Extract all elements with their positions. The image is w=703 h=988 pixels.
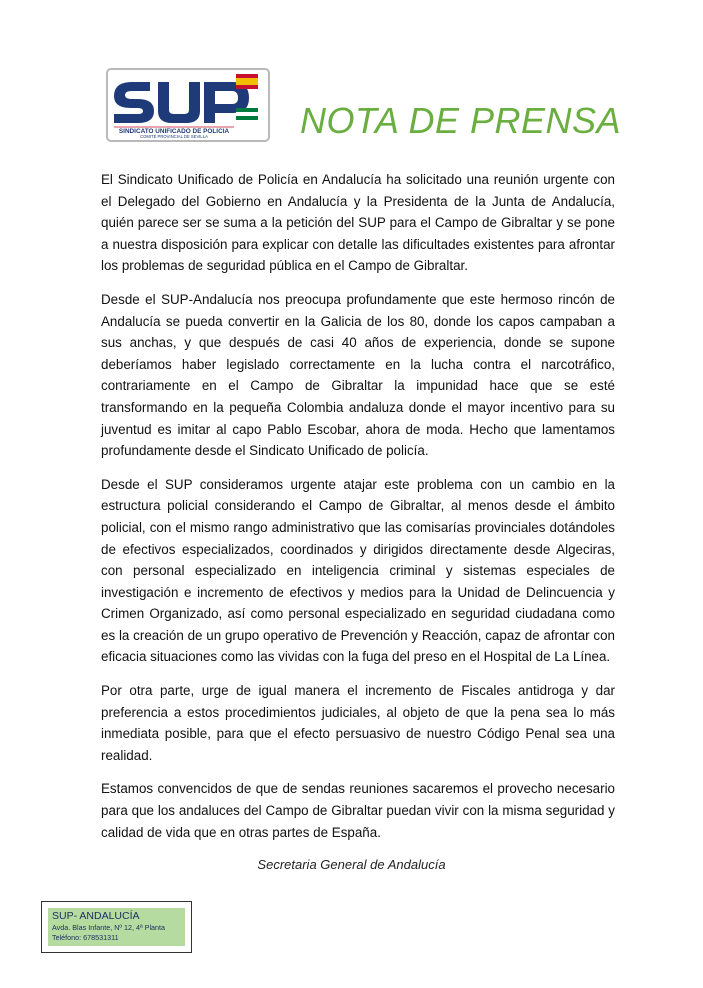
sup-logo [106, 68, 270, 142]
sup-logo-graphic [108, 70, 268, 140]
contact-box-inner [48, 908, 185, 946]
contact-org: SUP- ANDALUCÍA [52, 910, 140, 922]
press-release-body [101, 169, 615, 855]
page-title: NOTA DE PRENSA [300, 100, 622, 141]
paragraph: Desde el SUP-Andalucía nos preocupa profundamente que este hermoso rincón de Andalucía se pueda convertir en la Galicia de los 80, donde los capos campaban a sus anchas, y que después de casi 40 años de experiencia, donde se supone deberíamos haber legislado correctamente en la lucha contra el narcotráfico, contrariamente en el Campo de Gibraltar la impunidad hace que se esté transformando en la pequeña Colombia andaluza donde el mayor incentivo para su juventud es imitar al capo Pablo Escobar, ahora de moda. Hecho que lamentamos profundamente desde el Sindicato Unificado de policía. [101, 291, 615, 459]
logo-sub-subtitle: COMITÉ PROVINCIAL DE SEVILLA [140, 134, 208, 139]
contact-phone: Teléfono: 678531311 [52, 933, 119, 942]
signature: Secretaria General de Andalucía [257, 857, 446, 872]
paragraph: El Sindicato Unificado de Policía en Andalucía ha solicitado una reunión urgente con el Delegado del Gobierno en Andalucía y la Presidenta de la Junta de Andalucía, quién parece ser se suma a la petición del SUP para el Campo de Gibraltar y se pone a nuestra disposición para explicar con detalle las dificultades existentes para afrontar los problemas de seguridad pública en el Campo de Gibraltar. [101, 172, 615, 274]
contact-box [41, 901, 192, 953]
paragraph: Desde el SUP consideramos urgente atajar este problema con un cambio en la estructura policial considerando el Campo de Gibraltar, al menos desde el ámbito policial, con el mismo rango administrativo que las comisarías provinciales dotándoles de efectivos especializados, coordinados y dirigidos directamente desde Algeciras, con personal especializado en inteligencia criminal y sistemas especiales de investigación e incremento de efectivos y medios para la Unidad de Delincuencia y Crimen Organizado, así como personal especializado en seguridad ciudadana como es la creación de un grupo operativo de Prevención y Reacción, capaz de afrontar con eficacia situaciones como las vividas con la fuga del preso en el Hospital de La Línea. [101, 476, 615, 665]
paragraph: Estamos convencidos de que de sendas reuniones sacaremos el provecho necesario para que los andaluces del Campo de Gibraltar puedan vivir con la misma seguridad y calidad de vida que en otras partes de España. [101, 781, 615, 840]
paragraph: Por otra parte, urge de igual manera el incremento de Fiscales antidroga y dar preferencia a estos procedimientos judiciales, al objeto de que la pena sea lo más inmediata posible, para que el efecto persuasivo de nuestro Código Penal sea una realidad. [101, 683, 615, 763]
logo-subtitle: SINDICATO UNIFICADO DE POLICIA [118, 128, 230, 135]
contact-address: Avda. Blas Infante, Nº 12, 4ª Planta [52, 923, 166, 932]
